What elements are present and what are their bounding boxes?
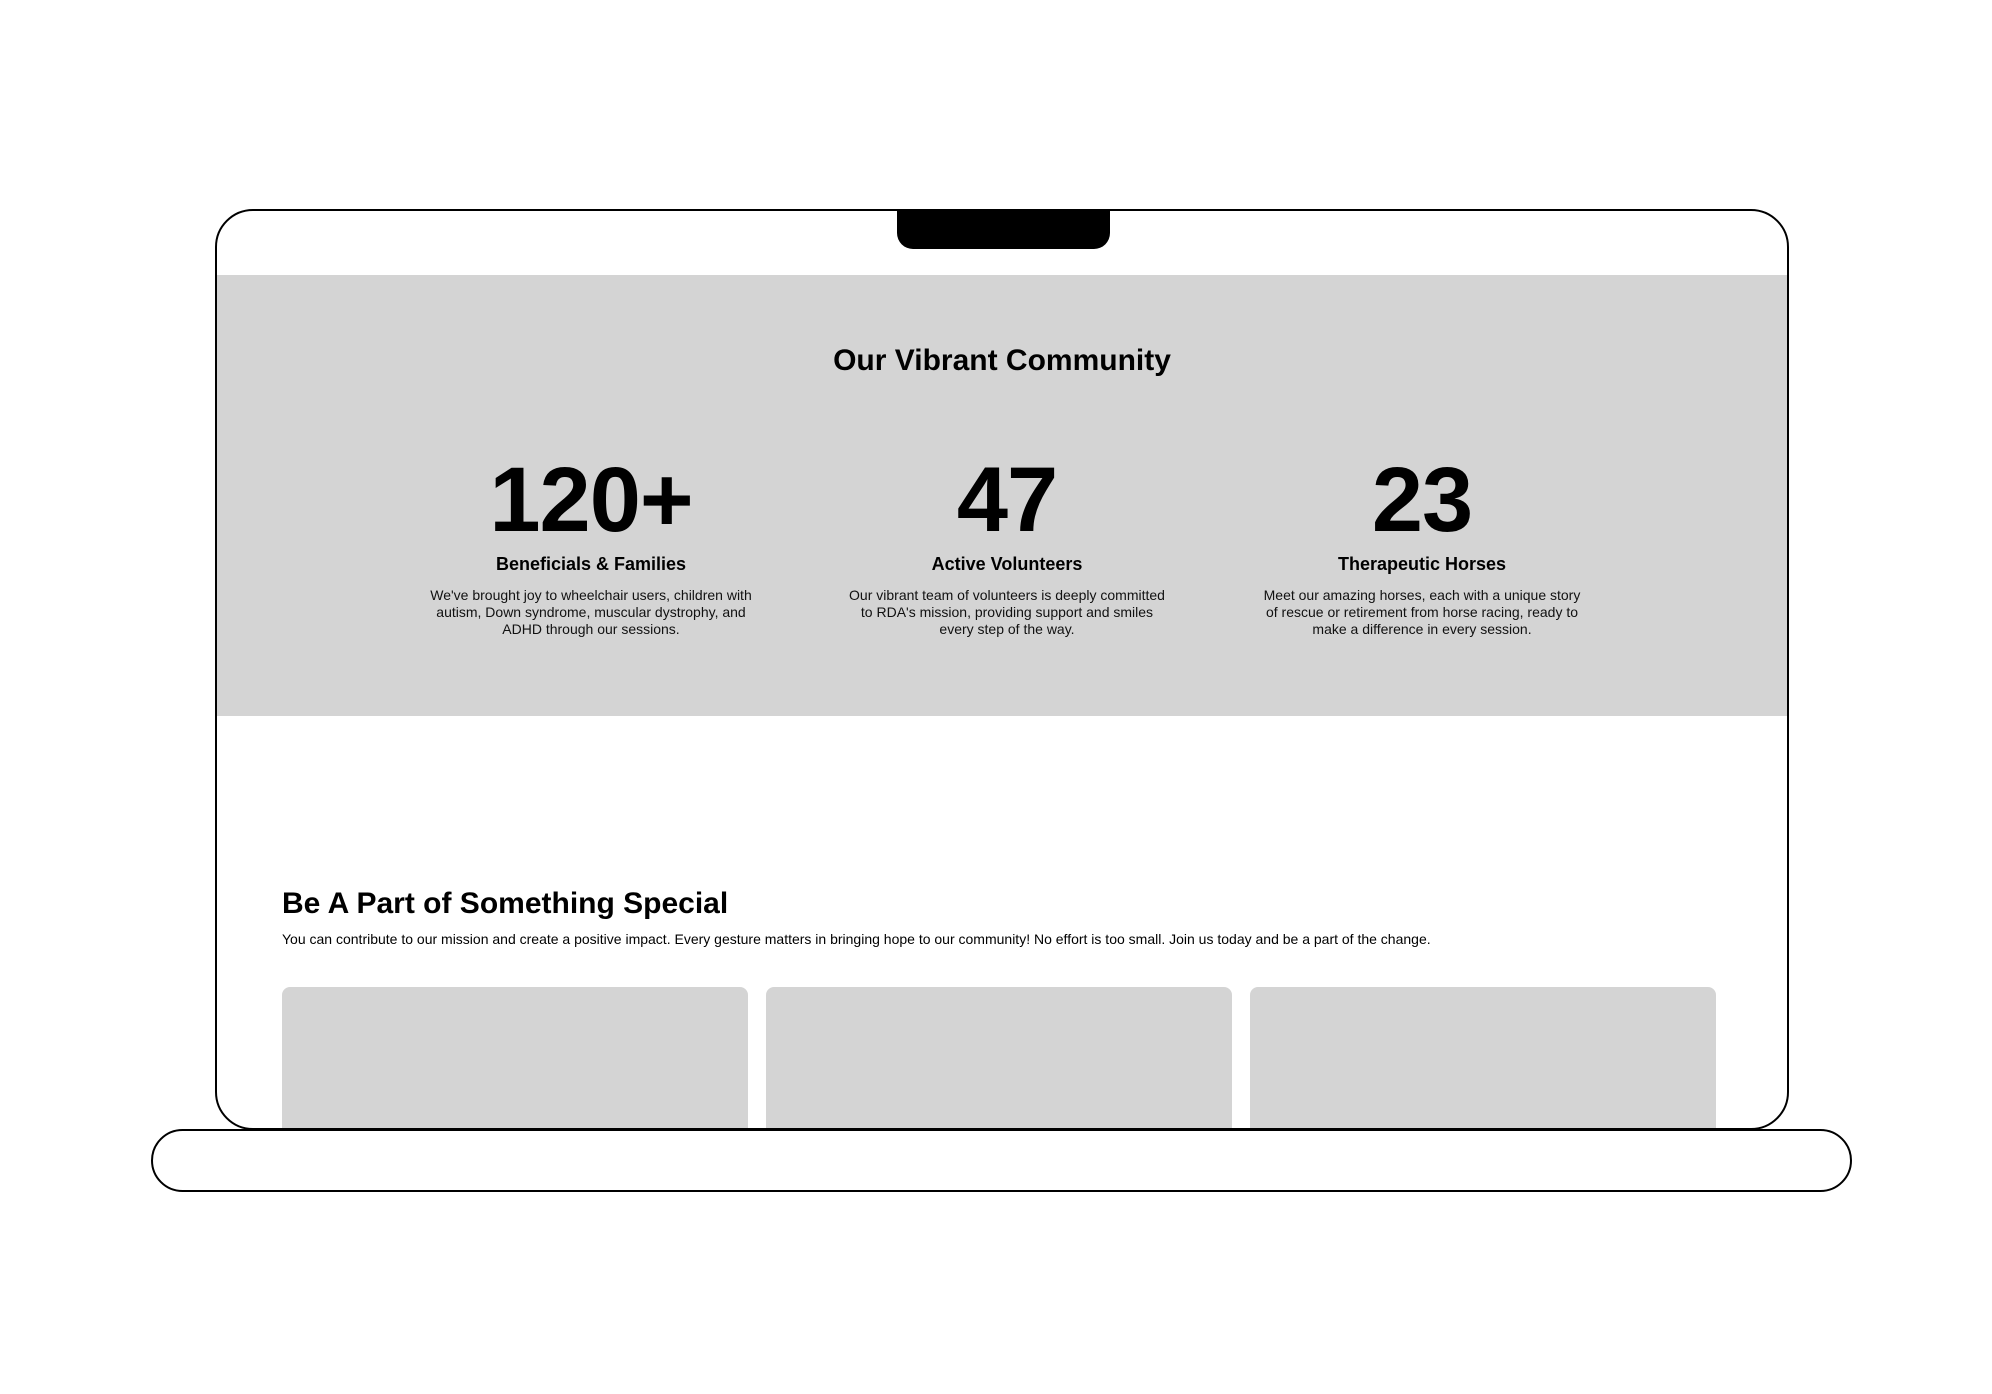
community-stats-section	[217, 275, 1787, 716]
camera-notch	[897, 209, 1110, 249]
stat-description: Meet our amazing horses, each with a unique story of rescue or retirement from horse racing, ready to make a difference in every session.	[1263, 587, 1581, 637]
contribution-cards	[282, 987, 1722, 1130]
laptop-screen	[215, 209, 1789, 1130]
join-section	[282, 886, 1722, 948]
stat-number: 47	[956, 449, 1058, 551]
stat-description: We've brought joy to wheelchair users, children with autism, Down syndrome, muscular dystrophy, and ADHD through our sessions.	[430, 587, 752, 637]
contribution-card[interactable]	[766, 987, 1232, 1130]
stat-horses	[1252, 449, 1592, 638]
stat-label: Beneficials & Families	[495, 554, 687, 574]
contribution-card[interactable]	[1250, 987, 1716, 1130]
stat-label: Active Volunteers	[931, 554, 1083, 574]
laptop-base	[151, 1129, 1852, 1192]
stat-label: Therapeutic Horses	[1337, 554, 1507, 574]
join-description: You can contribute to our mission and create a positive impact. Every gesture matters in bringing hope to our community! No effort is too small. Join us today and be a part of the change.	[282, 931, 1431, 947]
stat-number: 120+	[489, 449, 693, 551]
stat-description: Our vibrant team of volunteers is deeply committed to RDA's mission, providing support and smiles every step of the way.	[849, 587, 1165, 637]
stat-beneficials	[421, 449, 761, 638]
stat-number: 23	[1371, 449, 1473, 551]
section-title: Our Vibrant Community	[833, 344, 1171, 377]
contribution-card[interactable]	[282, 987, 748, 1130]
join-title: Be A Part of Something Special	[282, 887, 729, 920]
stat-volunteers	[837, 449, 1177, 638]
